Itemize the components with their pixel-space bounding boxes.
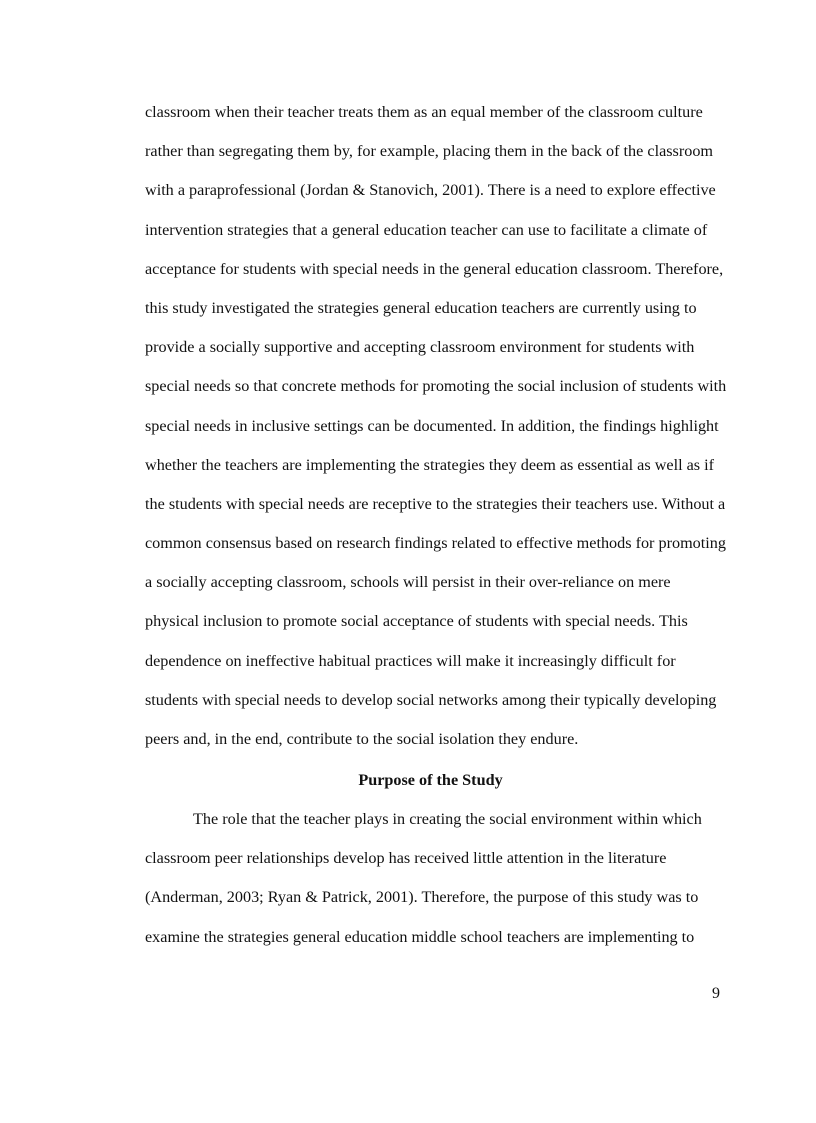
text-line: classroom peer relationships develop has received little attention in the literature — [145, 849, 667, 868]
text-line: classroom when their teacher treats them as an equal member of the classroom culture — [145, 103, 703, 121]
body-paragraph-1 — [145, 93, 725, 759]
text-line: this study investigated the strategies general education teachers are currently using to — [145, 298, 697, 317]
text-line: the students with special needs are receptive to the strategies their teachers use. Without a — [145, 494, 726, 513]
section-heading: Purpose of the Study — [358, 771, 503, 789]
body-paragraph-2 — [145, 800, 725, 957]
text-line: intervention strategies that a general education teacher can use to facilitate a climate of — [145, 220, 708, 239]
text-line: peers and, in the end, contribute to the social isolation they endure. — [145, 730, 579, 748]
text-line: common consensus based on research findings related to effective methods for promoting — [145, 534, 726, 553]
text-line: students with special needs to develop social networks among their typically developing — [145, 690, 717, 709]
text-line: physical inclusion to promote social acceptance of students with special needs. This — [145, 612, 688, 631]
text-line: provide a socially supportive and accepting classroom environment for students with — [145, 338, 695, 357]
text-line: special needs so that concrete methods for promoting the social inclusion of students with — [145, 377, 727, 396]
text-line: rather than segregating them by, for example, placing them in the back of the classroom — [145, 142, 714, 161]
text-line-indented: The role that the teacher plays in creating the social environment within which — [193, 810, 702, 828]
text-line: whether the teachers are implementing the strategies they deem as essential as well as if — [145, 455, 715, 474]
text-line: with a paraprofessional (Jordan & Stanovich, 2001). There is a need to explore effective — [145, 181, 716, 200]
page-number: 9 — [712, 985, 720, 1002]
text-line: examine the strategies general education middle school teachers are implementing to — [145, 927, 695, 946]
text-line: special needs in inclusive settings can be documented. In addition, the findings highlight — [145, 416, 719, 435]
text-line: acceptance for students with special needs in the general education classroom. Therefore, — [145, 259, 724, 278]
text-line: dependence on ineffective habitual practices will make it increasingly difficult for — [145, 651, 676, 670]
text-line: a socially accepting classroom, schools will persist in their over-reliance on mere — [145, 573, 671, 592]
text-line: (Anderman, 2003; Ryan & Patrick, 2001). Therefore, the purpose of this study was to — [145, 888, 699, 907]
